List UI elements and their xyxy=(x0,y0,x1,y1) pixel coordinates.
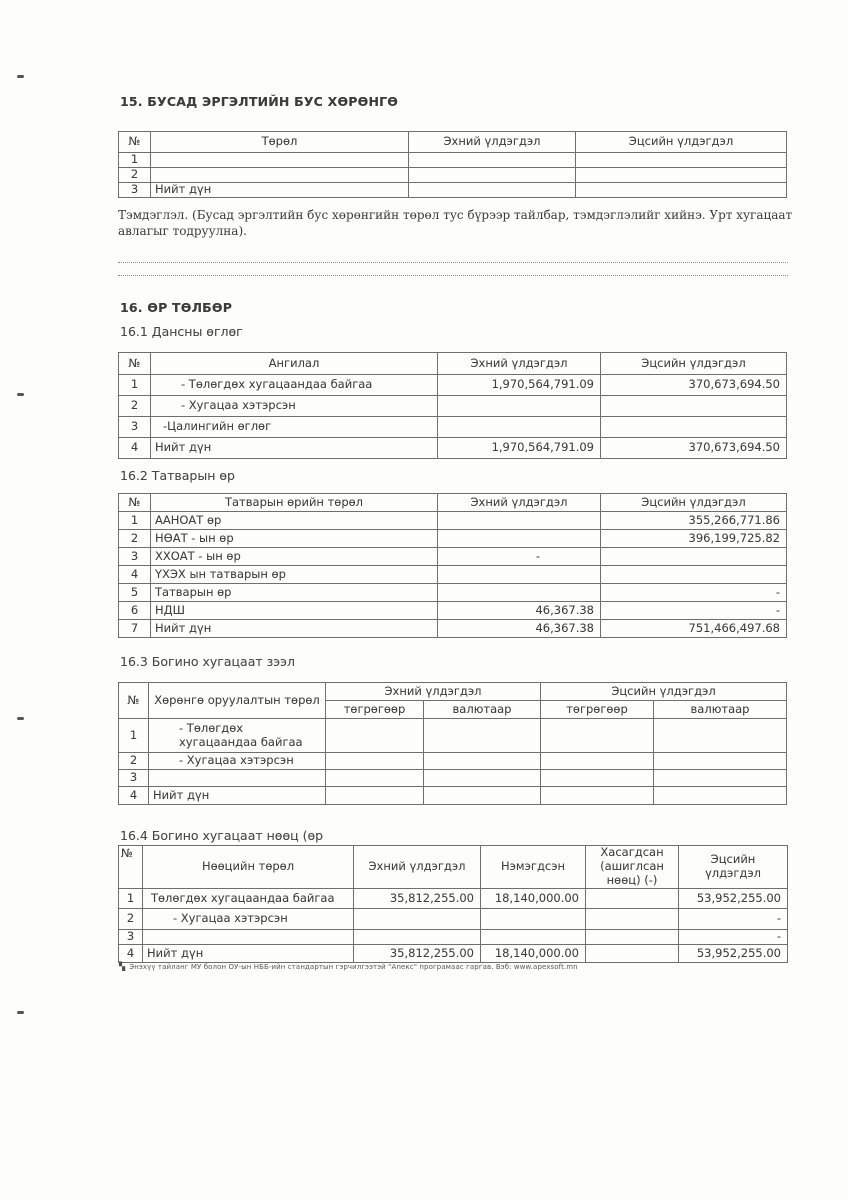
scan-speck xyxy=(17,75,24,78)
column-header: Эхний үлдэгдэл xyxy=(354,846,481,889)
column-header: Татварын өрийн төрөл xyxy=(151,494,438,512)
section-15-title: 15. БУСАД ЭРГЭЛТИЙН БУС ХӨРӨНГӨ xyxy=(120,94,399,109)
cell-no: 2 xyxy=(119,168,151,183)
cell-end: - xyxy=(679,930,788,945)
cell-no: 1 xyxy=(119,889,143,909)
cell-begin xyxy=(438,530,601,548)
cell-name: - Төлөгдөх хугацаандаа байгаа xyxy=(149,719,326,753)
cell-name: Нийт дүн xyxy=(149,787,326,805)
cell-name: - Хугацаа хэтэрсэн xyxy=(143,909,354,930)
table-row xyxy=(119,770,787,787)
table-row xyxy=(119,438,787,459)
cell-deducted xyxy=(586,909,679,930)
column-header: № xyxy=(119,494,151,512)
cell-no: 1 xyxy=(119,375,151,396)
cell-name: Нийт дүн xyxy=(151,183,409,198)
fill-in-dotted-line xyxy=(118,275,788,276)
short-term-provision-table xyxy=(118,845,788,963)
cell-begin xyxy=(409,168,576,183)
cell-end: - xyxy=(601,584,787,602)
section-16-4-title: 16.4 Богино хугацаат нөөц (өр xyxy=(120,828,324,843)
cell-begin: 35,812,255.00 xyxy=(354,889,481,909)
cell-end: - xyxy=(679,909,788,930)
cell-value xyxy=(541,719,654,753)
cell-begin xyxy=(354,909,481,930)
column-header: Хасагдсан (ашиглсан нөөц) (-) xyxy=(586,846,679,889)
cell-deducted xyxy=(586,889,679,909)
cell-no: 2 xyxy=(119,909,143,930)
column-header: Эхний үлдэгдэл xyxy=(326,683,541,701)
cell-value xyxy=(654,719,787,753)
cell-no: 1 xyxy=(119,719,149,753)
cell-name: - Хугацаа хэтэрсэн xyxy=(151,396,438,417)
cell-no: 7 xyxy=(119,620,151,638)
table-row xyxy=(119,566,787,584)
table-row xyxy=(119,602,787,620)
apex-logo-icon: ▚ xyxy=(119,962,126,971)
column-header: № xyxy=(119,846,143,889)
column-header: Эхний үлдэгдэл xyxy=(438,494,601,512)
table-row xyxy=(119,183,787,198)
column-subheader: төгрөгөөр xyxy=(326,701,424,719)
table-header-row xyxy=(119,132,787,153)
table-row xyxy=(119,909,788,930)
table-row xyxy=(119,417,787,438)
column-header: Эхний үлдэгдэл xyxy=(409,132,576,153)
table-row xyxy=(119,719,787,753)
table-row xyxy=(119,396,787,417)
cell-begin xyxy=(438,566,601,584)
scan-speck xyxy=(17,393,24,396)
cell-no: 4 xyxy=(119,945,143,963)
column-header: № xyxy=(119,683,149,719)
table-header-row xyxy=(119,683,787,701)
cell-added xyxy=(481,909,586,930)
cell-name: НДШ xyxy=(151,602,438,620)
cell-end xyxy=(601,548,787,566)
cell-value xyxy=(654,753,787,770)
cell-name: Нийт дүн xyxy=(151,620,438,638)
short-term-loan-table xyxy=(118,682,787,805)
cell-begin xyxy=(354,930,481,945)
cell-value xyxy=(654,770,787,787)
column-header: Эцсийн үлдэгдэл xyxy=(679,846,788,889)
column-header: Нэмэгдсэн xyxy=(481,846,586,889)
cell-end: 53,952,255.00 xyxy=(679,945,788,963)
cell-name: Татварын өр xyxy=(151,584,438,602)
cell-name xyxy=(143,930,354,945)
cell-no: 3 xyxy=(119,417,151,438)
cell-end: 751,466,497.68 xyxy=(601,620,787,638)
cell-name: НӨАТ - ын өр xyxy=(151,530,438,548)
table-row xyxy=(119,548,787,566)
cell-no: 4 xyxy=(119,566,151,584)
cell-begin: 46,367.38 xyxy=(438,620,601,638)
column-header: Эцсийн үлдэгдэл xyxy=(541,683,787,701)
cell-added: 18,140,000.00 xyxy=(481,945,586,963)
column-header: Эцсийн үлдэгдэл xyxy=(601,494,787,512)
cell-name xyxy=(151,168,409,183)
cell-begin: 1,970,564,791.09 xyxy=(438,438,601,459)
cell-no: 1 xyxy=(119,512,151,530)
cell-end: 53,952,255.00 xyxy=(679,889,788,909)
cell-value xyxy=(424,787,541,805)
cell-begin xyxy=(438,584,601,602)
cell-no: 1 xyxy=(119,153,151,168)
cell-end xyxy=(576,183,787,198)
table-row xyxy=(119,945,788,963)
cell-added: 18,140,000.00 xyxy=(481,889,586,909)
cell-no: 6 xyxy=(119,602,151,620)
cell-begin xyxy=(438,396,601,417)
cell-name: Төлөгдөх хугацаандаа байгаа xyxy=(143,889,354,909)
column-subheader: валютаар xyxy=(424,701,541,719)
cell-name: - Хугацаа хэтэрсэн xyxy=(149,753,326,770)
cell-end xyxy=(601,417,787,438)
column-header: № xyxy=(119,353,151,375)
other-noncurrent-assets-table xyxy=(118,131,787,198)
cell-value xyxy=(424,719,541,753)
table-row xyxy=(119,620,787,638)
cell-begin: - xyxy=(438,548,601,566)
cell-no: 3 xyxy=(119,183,151,198)
cell-name xyxy=(149,770,326,787)
cell-name: ХХОАТ - ын өр xyxy=(151,548,438,566)
section-16-3-title: 16.3 Богино хугацаат зээл xyxy=(120,654,295,669)
table-row xyxy=(119,168,787,183)
cell-deducted xyxy=(586,945,679,963)
cell-value xyxy=(654,787,787,805)
column-header: Хөрөнгө оруулалтын төрөл xyxy=(149,683,326,719)
cell-deducted xyxy=(586,930,679,945)
report-footer xyxy=(119,963,578,971)
cell-no: 2 xyxy=(119,530,151,548)
cell-no: 2 xyxy=(119,753,149,770)
section-15-note: Тэмдэглэл. (Бусад эргэлтийн бус хөрөнгийн төрөл тус бүрээр тайлбар, тэмдэглэлийг хийнэ. Урт хугацаат авлагыг тодруулна). xyxy=(118,208,793,238)
accounts-payable-table xyxy=(118,352,787,459)
cell-value xyxy=(326,753,424,770)
table-row xyxy=(119,153,787,168)
table-header-row xyxy=(119,494,787,512)
cell-no: 2 xyxy=(119,396,151,417)
table-row xyxy=(119,584,787,602)
cell-begin xyxy=(438,417,601,438)
column-header: Эцсийн үлдэгдэл xyxy=(601,353,787,375)
section-16-1-title: 16.1 Дансны өглөг xyxy=(120,324,243,339)
section-16-title: 16. ӨР ТӨЛБӨР xyxy=(120,300,233,315)
table-row xyxy=(119,512,787,530)
cell-name: -Цалингийн өглөг xyxy=(151,417,438,438)
fill-in-dotted-line xyxy=(118,262,788,263)
column-subheader: төгрөгөөр xyxy=(541,701,654,719)
cell-name xyxy=(151,153,409,168)
table-header-row xyxy=(119,353,787,375)
column-header: Эхний үлдэгдэл xyxy=(438,353,601,375)
cell-no: 5 xyxy=(119,584,151,602)
cell-end: - xyxy=(601,602,787,620)
cell-begin: 46,367.38 xyxy=(438,602,601,620)
cell-begin: 35,812,255.00 xyxy=(354,945,481,963)
column-header: Нөөцийн төрөл xyxy=(143,846,354,889)
table-row xyxy=(119,889,788,909)
cell-begin: 1,970,564,791.09 xyxy=(438,375,601,396)
cell-begin xyxy=(409,183,576,198)
table-row xyxy=(119,753,787,770)
cell-no: 4 xyxy=(119,787,149,805)
cell-value xyxy=(326,719,424,753)
cell-value xyxy=(326,787,424,805)
cell-added xyxy=(481,930,586,945)
cell-value xyxy=(541,770,654,787)
cell-end: 355,266,771.86 xyxy=(601,512,787,530)
table-row xyxy=(119,375,787,396)
scan-speck xyxy=(17,717,24,720)
section-16-2-title: 16.2 Татварын өр xyxy=(120,468,235,483)
cell-name: Нийт дүн xyxy=(143,945,354,963)
column-header: № xyxy=(119,132,151,153)
tax-liability-table xyxy=(118,493,787,638)
cell-no: 4 xyxy=(119,438,151,459)
cell-end xyxy=(576,153,787,168)
cell-name: - Төлөгдөх хугацаандаа байгаа xyxy=(151,375,438,396)
cell-end xyxy=(601,396,787,417)
cell-end xyxy=(576,168,787,183)
column-header: Төрөл xyxy=(151,132,409,153)
column-header: Ангилал xyxy=(151,353,438,375)
cell-begin xyxy=(409,153,576,168)
cell-value xyxy=(541,753,654,770)
cell-end: 396,199,725.82 xyxy=(601,530,787,548)
cell-name: ААНОАТ өр xyxy=(151,512,438,530)
table-row xyxy=(119,930,788,945)
cell-no: 3 xyxy=(119,548,151,566)
cell-name: ҮХЭХ ын татварын өр xyxy=(151,566,438,584)
cell-end xyxy=(601,566,787,584)
cell-value xyxy=(424,770,541,787)
column-header: Эцсийн үлдэгдэл xyxy=(576,132,787,153)
cell-end: 370,673,694.50 xyxy=(601,438,787,459)
scan-speck xyxy=(17,1011,24,1014)
cell-begin xyxy=(438,512,601,530)
table-row xyxy=(119,530,787,548)
cell-value xyxy=(424,753,541,770)
report-footer-text: Энэхүү тайланг МУ болон ОУ-ын НББ-ийн стандартын гэрчилгээтэй "Апекс" програмаас гаргав. Вэб: www.apexsoft.mn xyxy=(129,963,578,971)
cell-name: Нийт дүн xyxy=(151,438,438,459)
cell-end: 370,673,694.50 xyxy=(601,375,787,396)
table-header-row xyxy=(119,846,788,889)
column-subheader: валютаар xyxy=(654,701,787,719)
cell-no: 3 xyxy=(119,930,143,945)
cell-value xyxy=(326,770,424,787)
cell-value xyxy=(541,787,654,805)
table-row xyxy=(119,787,787,805)
cell-no: 3 xyxy=(119,770,149,787)
